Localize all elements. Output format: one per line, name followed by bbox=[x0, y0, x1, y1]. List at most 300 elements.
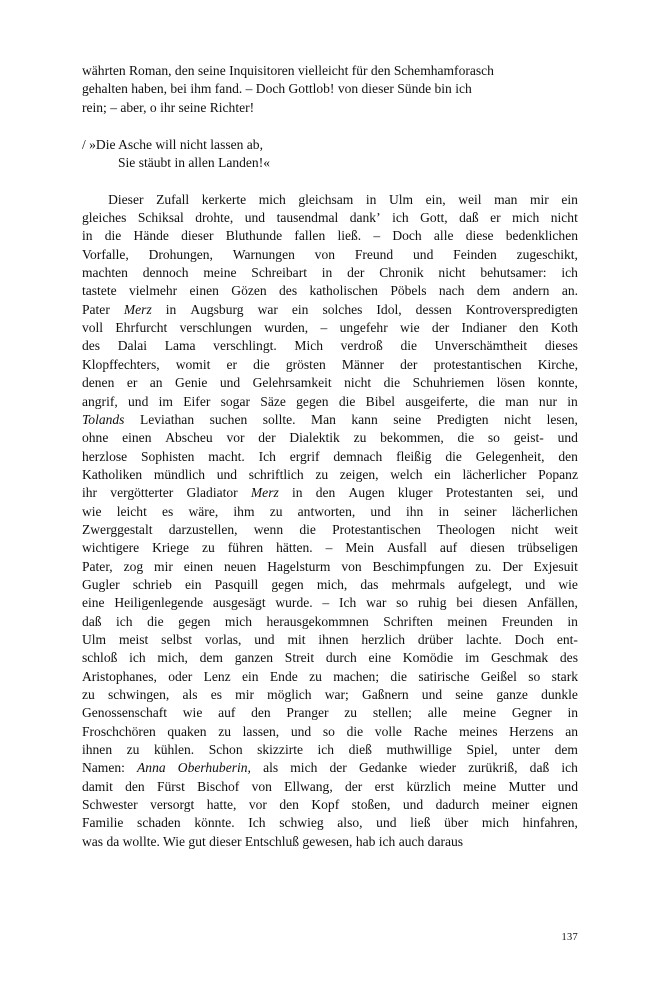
word: ein bbox=[291, 301, 309, 317]
word: zu. bbox=[475, 558, 492, 574]
word: Feinden bbox=[453, 246, 497, 262]
word: ergrif bbox=[289, 448, 320, 464]
word: so bbox=[528, 668, 541, 684]
word: seine bbox=[393, 411, 422, 427]
word: Bluthunde bbox=[225, 228, 283, 244]
word: Kriege bbox=[152, 540, 190, 556]
word: zugeschikt, bbox=[516, 246, 578, 262]
word: Ellwang, bbox=[284, 778, 333, 794]
word: Ich bbox=[338, 595, 357, 611]
word: gegen bbox=[296, 393, 329, 409]
word: und bbox=[254, 631, 275, 647]
word: Protestanten bbox=[445, 485, 513, 501]
text-line bbox=[82, 411, 578, 429]
word: Freunden bbox=[501, 613, 553, 629]
word: Predigten bbox=[436, 411, 489, 427]
word: die bbox=[400, 338, 417, 354]
word: herzlich bbox=[361, 631, 405, 647]
word: so bbox=[487, 430, 500, 446]
word: lachte. bbox=[466, 631, 502, 647]
word: ich bbox=[317, 742, 335, 758]
word: Mein bbox=[345, 540, 374, 556]
word: die bbox=[478, 393, 495, 409]
word: seiner bbox=[464, 503, 497, 519]
text-line bbox=[82, 337, 578, 355]
word: – bbox=[322, 595, 330, 611]
word: Dieser bbox=[108, 191, 144, 207]
word: geist- bbox=[513, 430, 544, 446]
word: Pöbels bbox=[390, 283, 427, 299]
word: Schuhriemen bbox=[412, 375, 485, 391]
word: kühlen. bbox=[153, 742, 195, 758]
paragraph-main bbox=[82, 191, 578, 851]
word: Streit bbox=[284, 650, 315, 666]
word: Schon bbox=[208, 742, 243, 758]
line-text: gehalten haben, bei ihm fand. – Doch Gottlob! von dieser Sünde bin ich bbox=[82, 81, 472, 97]
word: Gelegenheit, bbox=[475, 448, 545, 464]
word: im bbox=[464, 650, 480, 666]
word: wurde. bbox=[275, 595, 313, 611]
word: Herzens bbox=[509, 723, 554, 739]
word: Katholiken bbox=[82, 466, 143, 482]
word: herzlose bbox=[82, 448, 128, 464]
word: mich bbox=[481, 815, 509, 831]
word: diese bbox=[465, 228, 494, 244]
word: Chronik bbox=[379, 265, 424, 281]
word: der bbox=[431, 320, 450, 336]
word: darzustellen, bbox=[168, 521, 238, 537]
word: grösten bbox=[285, 356, 326, 372]
text-line bbox=[82, 814, 578, 832]
word: Schwester bbox=[82, 797, 138, 813]
word: gleichsam bbox=[298, 191, 354, 207]
word bbox=[82, 411, 124, 429]
word: meine bbox=[463, 778, 497, 794]
word: es bbox=[162, 503, 174, 519]
word: Hände bbox=[133, 228, 169, 244]
word: den bbox=[558, 448, 578, 464]
word: dieser bbox=[181, 228, 214, 244]
word: Komödie bbox=[402, 650, 454, 666]
word: die bbox=[147, 613, 164, 629]
word: dieses bbox=[544, 338, 578, 354]
word: zurükriß, bbox=[468, 760, 518, 776]
paragraph-opening bbox=[82, 62, 578, 117]
verse-block bbox=[82, 136, 578, 173]
word: machten bbox=[82, 265, 128, 281]
verse-line-1: / »Die Asche will nicht lassen ab, bbox=[82, 136, 263, 152]
word: Gott, bbox=[420, 210, 448, 226]
italic-word: Oberhuberin, bbox=[177, 760, 251, 776]
word: der bbox=[258, 430, 276, 446]
word: demnach bbox=[333, 448, 383, 464]
word: Der bbox=[502, 558, 523, 574]
word: macht. bbox=[208, 448, 245, 464]
word: mündlich bbox=[153, 466, 206, 482]
word: Doch bbox=[392, 228, 422, 244]
word: bei bbox=[456, 595, 473, 611]
word: zu bbox=[202, 540, 215, 556]
word: ent- bbox=[556, 631, 578, 647]
word: als bbox=[263, 760, 279, 776]
word: verdroß bbox=[340, 338, 383, 354]
word: ihr bbox=[82, 485, 98, 501]
word: könnte. bbox=[194, 815, 235, 831]
word: Froschchören bbox=[82, 723, 156, 739]
word: sei, bbox=[525, 485, 545, 501]
word: Pater, bbox=[82, 558, 113, 574]
page-number: 137 bbox=[561, 932, 578, 943]
word: dieß bbox=[348, 742, 372, 758]
word: diesen bbox=[470, 540, 505, 556]
word: die bbox=[383, 375, 401, 391]
word: man bbox=[505, 393, 529, 409]
word: Klopffechters, bbox=[82, 356, 160, 372]
word: lächerlicher bbox=[462, 466, 527, 482]
word: lesen, bbox=[546, 411, 578, 427]
word: die bbox=[299, 521, 316, 537]
word bbox=[251, 484, 279, 502]
word: Sophisten bbox=[140, 448, 195, 464]
word: womit bbox=[175, 356, 211, 372]
word: Fürst bbox=[156, 778, 185, 794]
word: war; bbox=[324, 687, 349, 702]
word: Kopf bbox=[311, 797, 340, 813]
word: stark bbox=[551, 668, 578, 684]
word: Doch bbox=[514, 631, 544, 647]
word: nicht bbox=[511, 521, 539, 537]
word: volle bbox=[374, 723, 402, 739]
word: Gegner bbox=[511, 705, 552, 721]
word: sollte. bbox=[262, 411, 296, 427]
word: kluger bbox=[397, 485, 433, 501]
word: die bbox=[253, 356, 270, 372]
word: ganze bbox=[496, 687, 528, 702]
text-line bbox=[82, 301, 578, 319]
word: in bbox=[82, 228, 93, 244]
word: eine bbox=[82, 595, 105, 611]
word: einen bbox=[189, 283, 219, 299]
text-line bbox=[82, 833, 578, 851]
paragraph-spacer bbox=[82, 117, 578, 136]
word: er bbox=[226, 356, 238, 372]
text-line bbox=[82, 282, 578, 300]
word: wäre, bbox=[188, 503, 219, 519]
word: dem bbox=[199, 650, 223, 666]
word: Koth bbox=[550, 320, 578, 336]
word: in bbox=[365, 191, 377, 207]
word: mit bbox=[287, 631, 306, 647]
word: Männer bbox=[341, 356, 384, 372]
word: ruhig bbox=[417, 595, 447, 611]
word: einen bbox=[122, 430, 152, 446]
word: wie bbox=[400, 320, 420, 336]
word: Hagelsturm bbox=[267, 558, 331, 574]
text-line bbox=[82, 613, 578, 631]
word: skizzirte bbox=[257, 742, 303, 758]
text-line bbox=[82, 319, 578, 337]
word: tausendmal bbox=[276, 210, 339, 226]
word: nicht bbox=[550, 210, 578, 226]
word: Kirche, bbox=[537, 356, 578, 372]
page-text-block bbox=[82, 62, 578, 851]
word: schaden bbox=[137, 815, 181, 831]
word: zu bbox=[353, 430, 367, 446]
word: und bbox=[557, 485, 578, 501]
word: welch bbox=[390, 466, 423, 482]
italic-word: Merz bbox=[250, 485, 279, 501]
word: zu bbox=[82, 687, 95, 702]
word: er bbox=[126, 375, 138, 391]
word: die bbox=[338, 393, 356, 409]
italic-word: Merz bbox=[123, 301, 152, 317]
italic-word: Anna bbox=[137, 760, 166, 776]
word: ausgeiferte, bbox=[405, 393, 469, 409]
text-line bbox=[82, 649, 578, 667]
word: alle bbox=[433, 228, 454, 244]
word: Theologen bbox=[437, 521, 496, 537]
word: über bbox=[444, 815, 469, 831]
word: führen bbox=[227, 540, 264, 556]
text-line bbox=[82, 466, 578, 484]
word: wieder bbox=[419, 760, 457, 776]
text-line bbox=[82, 631, 578, 649]
word: und bbox=[557, 430, 578, 446]
line-text: rein; – aber, o ihr seine Richter! bbox=[82, 99, 255, 115]
word: Pasquill bbox=[214, 576, 259, 592]
word: Namen: bbox=[82, 760, 125, 776]
word: hatte, bbox=[206, 797, 237, 813]
word: in bbox=[567, 393, 578, 409]
word: Pater bbox=[82, 301, 110, 317]
word: im bbox=[158, 393, 173, 409]
word: voll bbox=[82, 320, 104, 336]
word: und bbox=[557, 778, 578, 794]
word: war bbox=[257, 301, 278, 317]
word: ihnen bbox=[318, 631, 349, 647]
word: zeigen, bbox=[339, 466, 379, 482]
word: hinfahren, bbox=[522, 815, 578, 831]
word: vielmehr bbox=[129, 283, 178, 299]
word: Geschmak bbox=[490, 650, 549, 666]
word: des bbox=[82, 338, 101, 354]
word: alle bbox=[427, 705, 448, 721]
word: wie bbox=[182, 705, 203, 721]
paragraph-spacer bbox=[82, 172, 578, 191]
word: weil bbox=[458, 191, 482, 207]
word: meine bbox=[462, 705, 497, 721]
word: des bbox=[559, 650, 578, 666]
word: das bbox=[360, 576, 379, 592]
line-text: was da wollte. Wie gut dieser Entschluß gewesen, hab ich auch daraus bbox=[82, 833, 464, 849]
word: vorlas, bbox=[204, 631, 242, 647]
word: mich, bbox=[316, 576, 348, 592]
word: wurden, bbox=[264, 320, 309, 336]
word: und bbox=[219, 375, 241, 391]
word: den bbox=[251, 705, 271, 721]
text-line bbox=[82, 704, 578, 722]
word: Warnungen bbox=[232, 246, 295, 262]
word: lösen bbox=[496, 375, 526, 391]
word: ließ. bbox=[337, 228, 362, 244]
word: mich, bbox=[157, 650, 188, 666]
word: Man bbox=[311, 411, 336, 427]
word: versorgt bbox=[150, 797, 195, 813]
word: drohte, bbox=[195, 210, 234, 226]
word: daß bbox=[459, 210, 479, 226]
text-line bbox=[82, 99, 578, 117]
word: andern bbox=[512, 283, 550, 299]
word: war bbox=[366, 595, 387, 611]
word: die bbox=[346, 723, 364, 739]
word: behutsamer: bbox=[480, 265, 547, 281]
word: ihn bbox=[405, 503, 424, 519]
text-line bbox=[82, 741, 578, 759]
word: in bbox=[567, 705, 578, 721]
text-line bbox=[82, 686, 578, 704]
word: Lenz bbox=[203, 668, 231, 684]
word: Ulm bbox=[389, 191, 414, 207]
word: so bbox=[396, 595, 409, 611]
word: ich bbox=[561, 265, 578, 281]
word: ihm bbox=[233, 503, 255, 519]
word: Spiel, bbox=[466, 742, 498, 758]
word: ein bbox=[184, 576, 202, 592]
word: Anfällen, bbox=[527, 595, 578, 611]
text-line bbox=[82, 668, 578, 686]
word: auf bbox=[218, 705, 236, 721]
word: protestantischen bbox=[433, 356, 522, 372]
word: lächerlichen bbox=[511, 503, 578, 519]
text-line bbox=[82, 778, 578, 796]
text-line bbox=[82, 246, 578, 264]
word: meiner bbox=[491, 797, 530, 813]
word: mich bbox=[258, 191, 286, 207]
word: ich bbox=[116, 613, 133, 629]
word: Schiksal bbox=[137, 210, 184, 226]
word: an bbox=[149, 375, 163, 391]
word: Bibel bbox=[365, 393, 396, 409]
word: den bbox=[519, 320, 539, 336]
word: von bbox=[341, 558, 362, 574]
word: neuen bbox=[223, 558, 257, 574]
text-line bbox=[82, 521, 578, 539]
word: Genie bbox=[175, 375, 208, 391]
word: ließ bbox=[410, 815, 431, 831]
word: Zufall bbox=[156, 191, 190, 207]
word: dem bbox=[476, 283, 501, 299]
word: und bbox=[128, 393, 149, 409]
word: vor bbox=[226, 430, 245, 446]
word: Heiligenlegende bbox=[114, 595, 204, 611]
word: bekommen, bbox=[380, 430, 444, 446]
word: Ulm bbox=[82, 631, 107, 647]
word: Rache bbox=[413, 723, 448, 739]
word: Augsburg bbox=[190, 301, 244, 317]
word: trübseligen bbox=[517, 540, 578, 556]
word: ohne bbox=[82, 430, 109, 446]
word: Mich bbox=[294, 338, 324, 354]
word: meinen bbox=[447, 613, 488, 629]
word: mich bbox=[290, 760, 318, 776]
word: ungefehr bbox=[339, 320, 388, 336]
word: daß bbox=[529, 760, 550, 776]
word: solches bbox=[322, 301, 363, 317]
text-line bbox=[82, 503, 578, 521]
word: und bbox=[216, 466, 238, 482]
word: also, bbox=[337, 815, 363, 831]
word: eine bbox=[368, 650, 392, 666]
word: machen; bbox=[333, 668, 380, 684]
word: Ende bbox=[269, 668, 298, 684]
word: erst bbox=[374, 778, 395, 794]
word: zu bbox=[269, 503, 283, 519]
word: wichtigere bbox=[82, 540, 140, 556]
word: tastete bbox=[82, 283, 117, 299]
word: weit bbox=[554, 521, 578, 537]
word: Drohungen, bbox=[148, 246, 213, 262]
word: diesen bbox=[482, 595, 518, 611]
word: ein bbox=[561, 191, 578, 207]
word: Dialektik bbox=[289, 430, 340, 446]
word: Bischof bbox=[197, 778, 240, 794]
word: – bbox=[325, 540, 333, 556]
word: in bbox=[321, 265, 333, 281]
text-line bbox=[82, 448, 578, 466]
word: von bbox=[314, 246, 335, 262]
word: stoßen, bbox=[351, 797, 391, 813]
word: zu bbox=[344, 705, 358, 721]
word: in bbox=[165, 301, 177, 317]
word: und bbox=[402, 797, 424, 813]
word: Geißel bbox=[480, 668, 517, 684]
word: dunkle bbox=[541, 687, 578, 702]
word: nach bbox=[438, 283, 465, 299]
word: es bbox=[210, 687, 222, 702]
word: Idol, bbox=[376, 301, 402, 317]
word: Ausfall bbox=[386, 540, 427, 556]
word: ein bbox=[434, 466, 451, 482]
word: mir bbox=[235, 687, 254, 702]
text-line bbox=[82, 264, 578, 282]
word: dadurch bbox=[435, 797, 480, 813]
word: konnte, bbox=[537, 375, 578, 391]
word: und bbox=[290, 723, 312, 739]
text-line bbox=[82, 356, 578, 374]
word: und bbox=[421, 687, 443, 702]
word: quaken bbox=[167, 723, 207, 739]
text-line bbox=[82, 594, 578, 612]
word bbox=[137, 759, 166, 777]
text-line bbox=[82, 429, 578, 447]
word: zog bbox=[123, 558, 144, 574]
word: mir bbox=[530, 191, 549, 207]
word: den bbox=[125, 778, 145, 794]
word: meist bbox=[118, 631, 149, 647]
word: Ehrfurcht bbox=[115, 320, 168, 336]
word: antworten, bbox=[297, 503, 356, 519]
word: ich bbox=[561, 760, 578, 776]
text-line bbox=[82, 723, 578, 741]
word: und bbox=[244, 210, 266, 226]
word: ausgesägt bbox=[212, 595, 266, 611]
word: gegen bbox=[178, 613, 211, 629]
word: und bbox=[524, 576, 546, 592]
word: Freund bbox=[354, 246, 394, 262]
text-line bbox=[82, 576, 578, 594]
word: zu bbox=[218, 723, 231, 739]
paragraph-indent bbox=[82, 191, 96, 209]
